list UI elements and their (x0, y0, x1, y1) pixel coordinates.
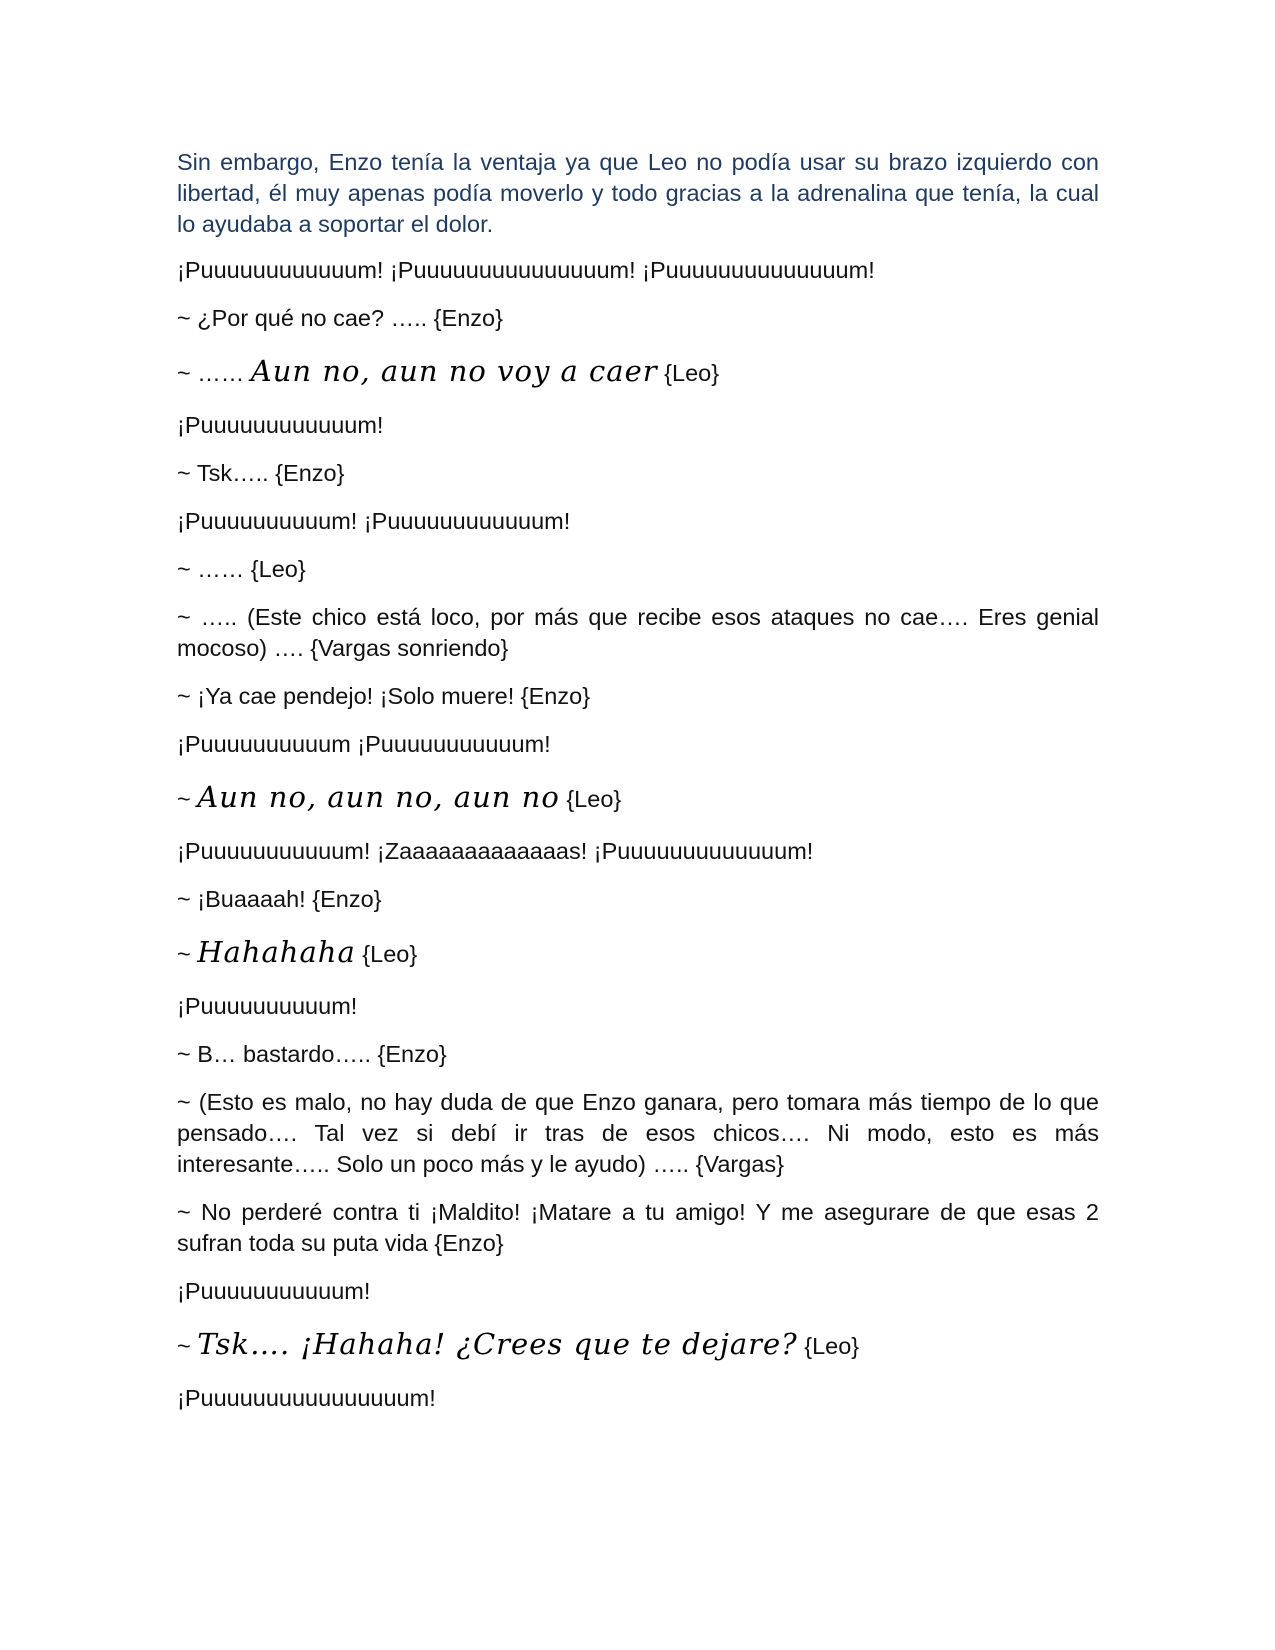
dialogue-line-handwritten (177, 1324, 1099, 1366)
handwritten-dialogue: Tsk…. ¡Hahaha! ¿Crees que te dejare? (197, 1327, 798, 1361)
speaker-tag: {Leo} (355, 941, 418, 967)
dialogue-line: ~ ….. (Este chico está loco, por más que recibe esos ataques no cae…. Eres genial mocoso) …. {Vargas sonriendo} (177, 604, 1099, 661)
sound-effect-line: ¡Puuuuuuuuuuum! (177, 1278, 371, 1304)
sound-effect-line: ¡Puuuuuuuuuum! (177, 993, 358, 1019)
dialogue-line: ~ Tsk….. {Enzo} (177, 460, 345, 486)
sound-effect-line: ¡Puuuuuuuuuuuuuuuum! (177, 1385, 436, 1411)
dialogue-line: ~ …… {Leo} (177, 556, 306, 582)
dialogue-line-handwritten (177, 351, 1099, 393)
handwritten-dialogue: Aun no, aun no voy a caer (250, 354, 658, 388)
handwritten-dialogue: Hahahaha (197, 935, 356, 969)
intro-paragraph: Sin embargo, Enzo tenía la ventaja ya que Leo no podía usar su brazo izquierdo con libertad, él muy apenas podía moverlo y todo gracias a la adrenalina que tenía, la cual lo ayudaba a soportar el dolor. (177, 149, 1099, 237)
dialogue-line: ~ B… bastardo….. {Enzo} (177, 1041, 447, 1067)
dialogue-line: ~ ¿Por qué no cae? ….. {Enzo} (177, 305, 503, 331)
dialogue-line: ~ ¡Ya cae pendejo! ¡Solo muere! {Enzo} (177, 683, 591, 709)
dialogue-line: ~ (Esto es malo, no hay duda de que Enzo ganara, pero tomara más tiempo de lo que pensado…. Tal vez si debí ir tras de esos chicos…. Ni modo, esto es más interesante….. Solo un poco más y le ayudo) ….. {Vargas} (177, 1089, 1099, 1177)
dialogue-line: ~ No perderé contra ti ¡Maldito! ¡Matare a tu amigo! Y me asegurare de que esas 2 sufran toda su puta vida {Enzo} (177, 1199, 1099, 1256)
dialogue-line-handwritten (177, 777, 1099, 819)
dialogue-line: ~ ¡Buaaaah! {Enzo} (177, 886, 382, 912)
sound-effect-line: ¡Puuuuuuuuuum! ¡Puuuuuuuuuuuum! (177, 508, 571, 534)
sound-effect-line: ¡Puuuuuuuuuuum! ¡Zaaaaaaaaaaaaas! ¡Puuuuuuuuuuuuum! (177, 838, 814, 864)
handwritten-dialogue: Aun no, aun no, aun no (197, 780, 560, 814)
dialogue-prefix: ~ (177, 941, 198, 967)
sound-effect-line: ¡Puuuuuuuuuuuum! (177, 412, 384, 438)
dialogue-prefix: ~ …… (177, 360, 251, 386)
dialogue-line-handwritten (177, 932, 1099, 974)
sound-effect-line: ¡Puuuuuuuuuuuum! ¡Puuuuuuuuuuuuuuum! ¡Puuuuuuuuuuuuuum! (177, 257, 875, 283)
speaker-tag: {Leo} (559, 786, 622, 812)
speaker-tag: {Leo} (657, 360, 720, 386)
dialogue-prefix: ~ (177, 1333, 198, 1359)
sound-effect-line: ¡Puuuuuuuuuum ¡Puuuuuuuuuuum! (177, 731, 551, 757)
speaker-tag: {Leo} (797, 1333, 860, 1359)
dialogue-prefix: ~ (177, 786, 198, 812)
document-body (177, 147, 1099, 1431)
